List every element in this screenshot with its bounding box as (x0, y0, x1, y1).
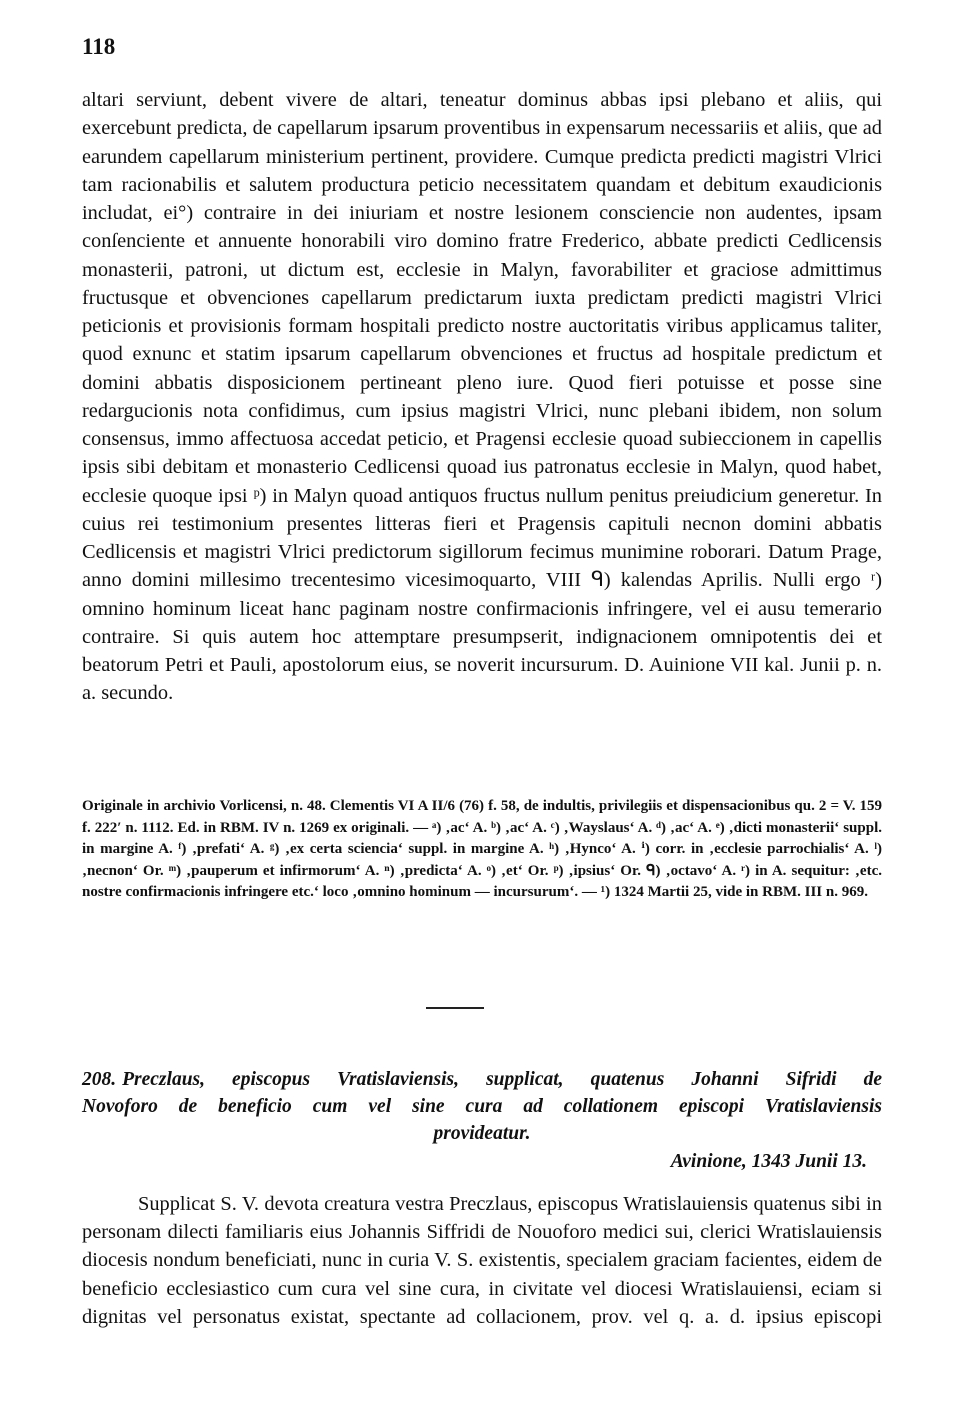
heading-line-2: Novoforo de beneficio cum vel sine cura ad collationem episcopi Vratislaviensis (82, 1096, 882, 1117)
heading-line-1 (82, 1066, 882, 1093)
page-number: 118 (82, 34, 116, 59)
document-number: 208. (82, 1069, 117, 1090)
section-divider (426, 1007, 484, 1009)
heading-line-1-text: Preczlaus, episcopus Vratislaviensis, supplicat, quatenus Johanni Sifridi de (122, 1069, 882, 1090)
heading-line-3: provideatur. (433, 1123, 531, 1144)
charter-text: altari serviunt, debent vivere de altari, teneatur dominus abbas ipsi plebano et aliis, qui exercebunt predicta, de capellarum ipsarum proventibus in expensarum necessariis et aliis, que ad earundem capellarum ministerium pertinent, providere. Cumque predicta predicti magistri Vlrici tam racionabilis et salutem productura peticio necessitatem quandam et debitum exaudicionis includat, ei°) contraire in dei iniuriam et nostre lesionem consciencie non audentes, ipsam conſenciente et annuente honorabili viro domino fratre Frederico, abbate predicti Cedlicensis monasterii, patroni, ut dictum est, ecclesie in Malyn, favorabiliter et graciose admittimus fructusque et obvenciones capellarum predictarum iuxta predictam predicti magistri Vlrici peticionis et provisionis formam hospitali predicto nostre auctoritatis viribus applicamus taliter, quod exnunc et statim ipsarum capellarum obvenciones et fructus ad hospitale predictum et domini abbatis disposicionem pertineant pleno iure. Quod fieri potuisse et posse sine redargucionis nota confidimus, cum ipsius magistri Vlrici, nunc plebani ibidem, non solum consensus, immo affectuosa accedat peticio, et Pragensi ecclesie quoad subieccionem in capellis ipsis sibi debitam et monasterio Cedlicensi quoad ius patronatus ecclesie in Malyn, quod habet, ecclesie quoque ipsi ᵖ) in Malyn quoad antiquos fructus nullum penitus preiudicium generetur. In cuius rei testimonium presentes litteras fieri et Pragensis capituli necnon domini abbatis Cedlicensis et magistri Vlrici predictorum sigillorum fecimus munimine roborari. Datum Prage, anno domini millesimo trecentesimo vicesimoquarto, VIII ᑫ) kalendas Aprilis. Nulli ergo ʳ) omnino hominum liceat hanc paginam nostre confirmacionis infringere, vel ei ausu temerario contraire. Si quis autem hoc attemptare presumpserit, indignacionem omnipotentis dei et beatorum Petri et Pauli, apostolorum eius, se noverit incursurum. D. Auinione VII kal. Junii p. n. a. secundo. (82, 89, 882, 705)
document-heading (82, 1066, 882, 1147)
document-text-body: Supplicat S. V. devota creatura vestra Preczlaus, episcopus Wratislauiensis quatenus sibi in personam dilecti familiaris eius Johannis Siffridi de Nouoforo medici sui, clerici Wratislauiensis diocesis nondum beneficiati, nunc in curia V. S. existentis, specialem graciam facientes, eidem de beneficio ecclesiastico cum cura vel sine cura, in civitate vel diocesi Wratislauiensi, eciam si dignitas vel personatus existat, spectante ad collacionem, prov. vel q. a. d. ipsius episcopi (82, 1193, 882, 1328)
document-dateline: Avinione, 1343 Junii 13. (670, 1151, 867, 1172)
document-text (82, 1190, 882, 1331)
critical-apparatus: Originale in archivio Vorlicensi, n. 48. Clementis VI A II/6 (76) f. 58, de indultis, privilegiis et dispensacionibus qu. 2 = V. 159 f. 222′ n. 1112. Ed. in RBM. IV n. 1269 ex originali. — ᵃ) ‚ac‘ A. ᵇ) ‚ac‘ A. ᶜ) ‚Wayslaus‘ A. ᵈ) ‚ac‘ A. ᵉ) ‚dicti monasterii‘ suppl. in margine A. ᶠ) ‚prefati‘ A. ᵍ) ‚ex certa sciencia‘ suppl. in margine A. ʰ) ‚Hynco‘ A. ⁱ) corr. in ‚ecclesie parrochialis‘ A. ˡ) ‚necnon‘ Or. ᵐ) ‚pauperum et infirmorum‘ A. ⁿ) ‚predicta‘ A. ᵒ) ‚et‘ Or. ᵖ) ‚ipsius‘ Or. ᑫ) ‚octavo‘ A. ʳ) in A. sequitur: ‚etc. nostre confirmacionis infringere etc.‘ loco ‚omnino hominum — incursurum‘. — ¹) 1324 Martii 25, vide in RBM. III n. 969. (82, 798, 882, 901)
